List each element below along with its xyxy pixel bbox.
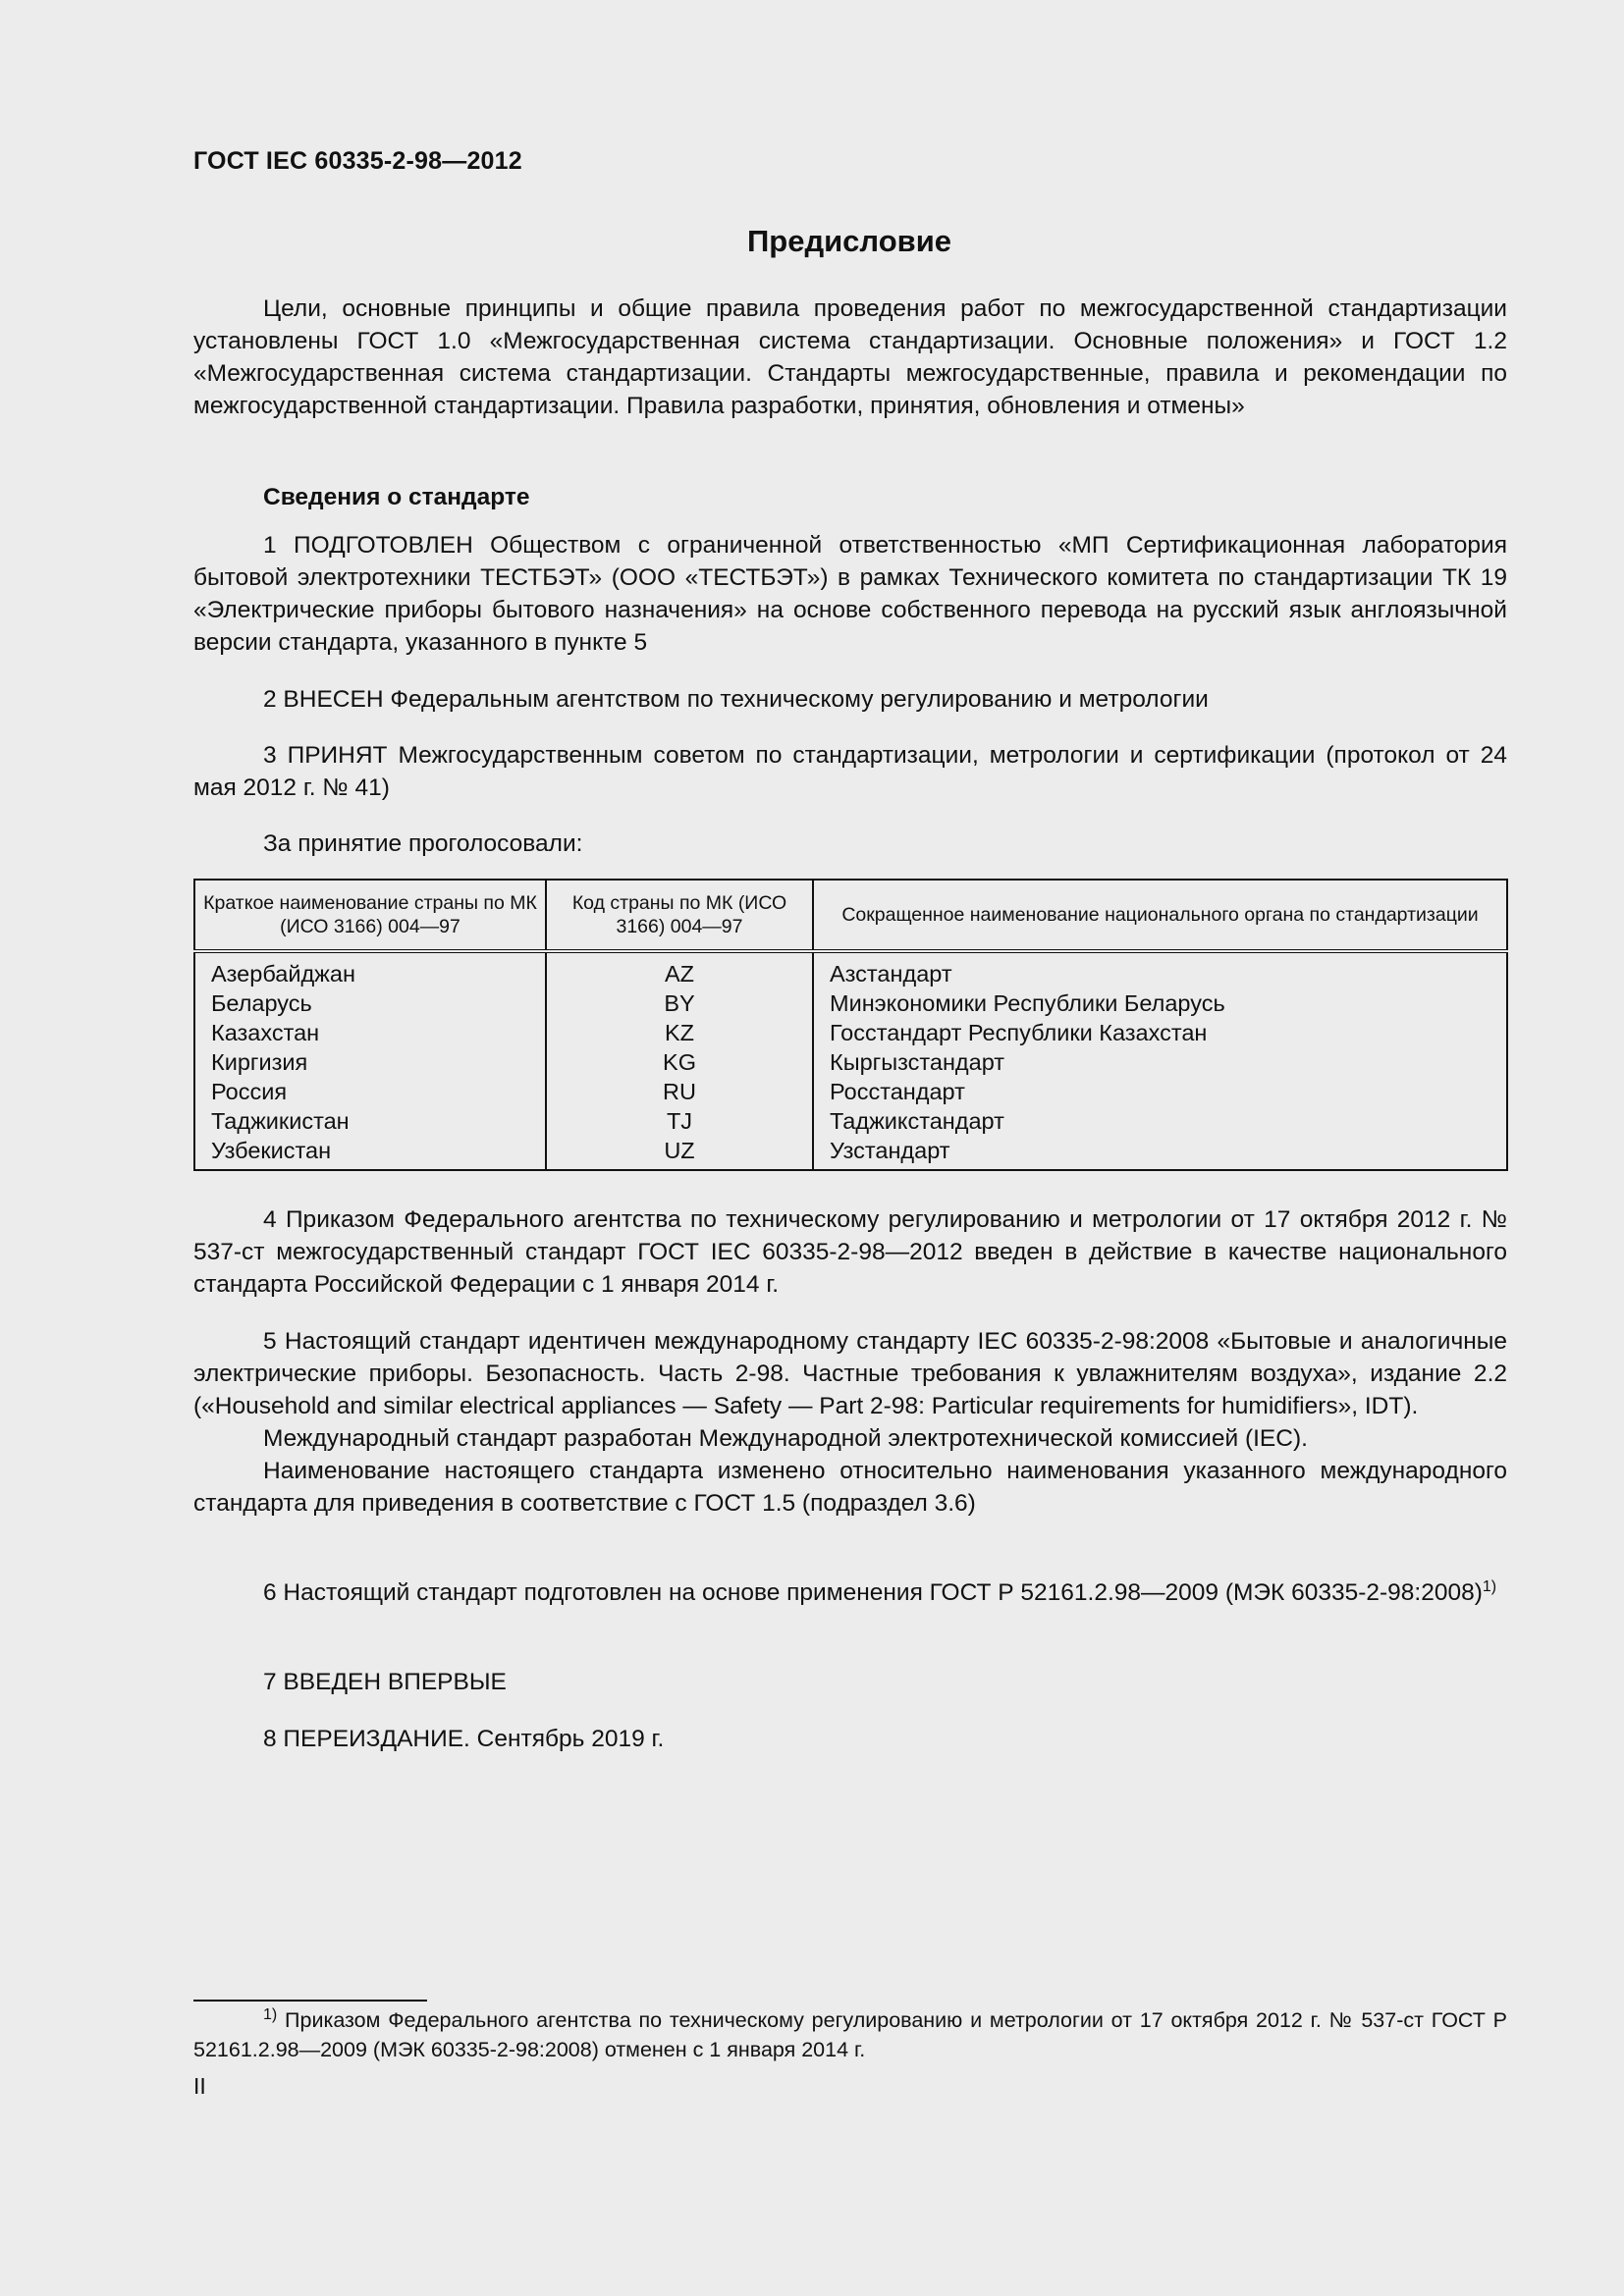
item8-paragraph: 8 ПЕРЕИЗДАНИЕ. Сентябрь 2019 г.	[263, 1726, 665, 1752]
body-cell: Росстандарт	[830, 1079, 965, 1104]
item5-block	[193, 1325, 1507, 1520]
item7-block	[193, 1666, 1507, 1698]
body-cell: Таджикстандарт	[830, 1108, 1004, 1134]
document-header: ГОСТ IEC 60335-2-98—2012	[193, 147, 522, 175]
page-title: Предисловие	[746, 224, 951, 258]
code-cell: KZ	[664, 1020, 695, 1045]
intro-block	[193, 293, 1507, 422]
item6-block	[193, 1576, 1507, 1609]
item3-paragraph: 3 ПРИНЯТ Межгосударственным советом по стандартизации, метрологии и сертификации (протокол от 24 мая 2012 г. № 41)	[193, 742, 1507, 801]
body-cell: Азстандарт	[830, 961, 952, 987]
code-cell: BY	[664, 990, 695, 1016]
item1-block	[193, 529, 1507, 659]
item5-name-paragraph: Наименование настоящего стандарта изменено относительно наименования указанного международного стандарта для приведения в соответствие с ГОСТ 1.5 (подраздел 3.6)	[193, 1458, 1507, 1517]
code-cell: TJ	[666, 1108, 693, 1134]
country-cell: Киргизия	[211, 1049, 308, 1075]
page-number: II	[193, 2073, 206, 2099]
item5-iec-paragraph: Международный стандарт разработан Международной электротехнической комиссией (IEC).	[263, 1425, 1308, 1452]
item2-block	[193, 683, 1507, 716]
code-cell: RU	[663, 1079, 696, 1104]
header-code: Код страны по МК (ИСО 3166) 004—97	[546, 880, 813, 951]
item4-block	[193, 1203, 1507, 1301]
country-column	[194, 951, 546, 1170]
voting-table	[193, 879, 1508, 1171]
body-cell: Минэкономики Республики Беларусь	[830, 990, 1225, 1016]
country-cell: Россия	[211, 1079, 288, 1104]
code-cell: UZ	[664, 1138, 695, 1163]
country-cell: Казахстан	[211, 1020, 320, 1045]
footnote-mark: 1)	[263, 2005, 278, 2023]
intro-paragraph: Цели, основные принципы и общие правила проведения работ по межгосударственной стандартизации установлены ГОСТ 1.0 «Межгосударственная система стандартизации. Основные положения» и ГОСТ 1.2 «Межгосударственная система стандартизации. Стандарты межгосударственные, правила и рекомендации по межгосударственной стандартизации. Правила разработки, принятия, обновления и отмены»	[193, 295, 1507, 419]
country-cell: Таджикистан	[211, 1108, 350, 1134]
header-body: Сокращенное наименование национального органа по стандартизации	[813, 880, 1507, 951]
about-heading-block	[193, 481, 1507, 513]
body-cell: Госстандарт Республики Казахстан	[830, 1020, 1208, 1045]
table-body-row	[194, 951, 1507, 1170]
body-column	[813, 951, 1507, 1170]
item6-paragraph	[193, 1576, 1507, 1609]
voted-block	[193, 828, 1507, 860]
code-column	[546, 951, 813, 1170]
item1-paragraph: 1 ПОДГОТОВЛЕН Обществом с ограниченной ответственностью «МП Сертификационная лаборатория бытовой электротехники ТЕСТБЭТ» (ООО «ТЕСТБЭТ») в рамках Технического комитета по стандартизации ТК 19 «Электрические приборы бытового назначения» на основе собственного перевода на русский язык англоязычной версии стандарта, указанного в пункте 5	[193, 532, 1507, 656]
code-cell: AZ	[664, 961, 695, 987]
item5-paragraph: 5 Настоящий стандарт идентичен международному стандарту IEC 60335-2-98:2008 «Бытовые и аналогичные электрические приборы. Безопасность. Часть 2-98. Частные требования к увлажнителям воздуха», издание 2.2 («Household and similar electrical appliances — Safety — Part 2-98: Particular requirements for humidifiers», IDT).	[193, 1328, 1507, 1419]
footnote-paragraph	[193, 2005, 1507, 2064]
footnote-divider	[193, 2000, 427, 2002]
body-cell: Кыргызстандарт	[830, 1049, 1005, 1075]
about-heading: Сведения о стандарте	[263, 484, 530, 510]
item2-paragraph: 2 ВНЕСЕН Федеральным агентством по техническому регулированию и метрологии	[263, 686, 1209, 713]
footnote-text: Приказом Федерального агентства по техническому регулированию и метрологии от 17 октября 2012 г. № 537-ст ГОСТ Р 52161.2.98—2009 (МЭК 60335-2-98:2008) отменен с 1 января 2014 г.	[193, 2008, 1508, 2061]
item4-paragraph: 4 Приказом Федерального агентства по техническому регулированию и метрологии от 17 октября 2012 г. № 537-ст межгосударственный стандарт ГОСТ IEC 60335-2-98—2012 введен в действие в качестве национального стандарта Российской Федерации с 1 января 2014 г.	[193, 1206, 1507, 1298]
voted-label: За принятие проголосовали:	[263, 830, 583, 857]
country-cell: Узбекистан	[211, 1138, 332, 1163]
header-country: Краткое наименование страны по МК (ИСО 3166) 004—97	[194, 880, 546, 951]
body-cell: Узстандарт	[830, 1138, 950, 1163]
item6-text: 6 Настоящий стандарт подготовлен на основе применения ГОСТ Р 52161.2.98—2009 (МЭК 60335-2-98:2008)	[263, 1579, 1483, 1606]
country-cell: Азербайджан	[211, 961, 355, 987]
footnote-ref: 1)	[1482, 1577, 1497, 1595]
code-cell: KG	[663, 1049, 696, 1075]
table-header-row	[194, 880, 1507, 951]
footnote-block	[193, 2005, 1507, 2064]
item3-block	[193, 739, 1507, 804]
country-cell: Беларусь	[211, 990, 312, 1016]
item8-block	[193, 1723, 1507, 1755]
item7-paragraph: 7 ВВЕДЕН ВПЕРВЫЕ	[263, 1669, 507, 1695]
